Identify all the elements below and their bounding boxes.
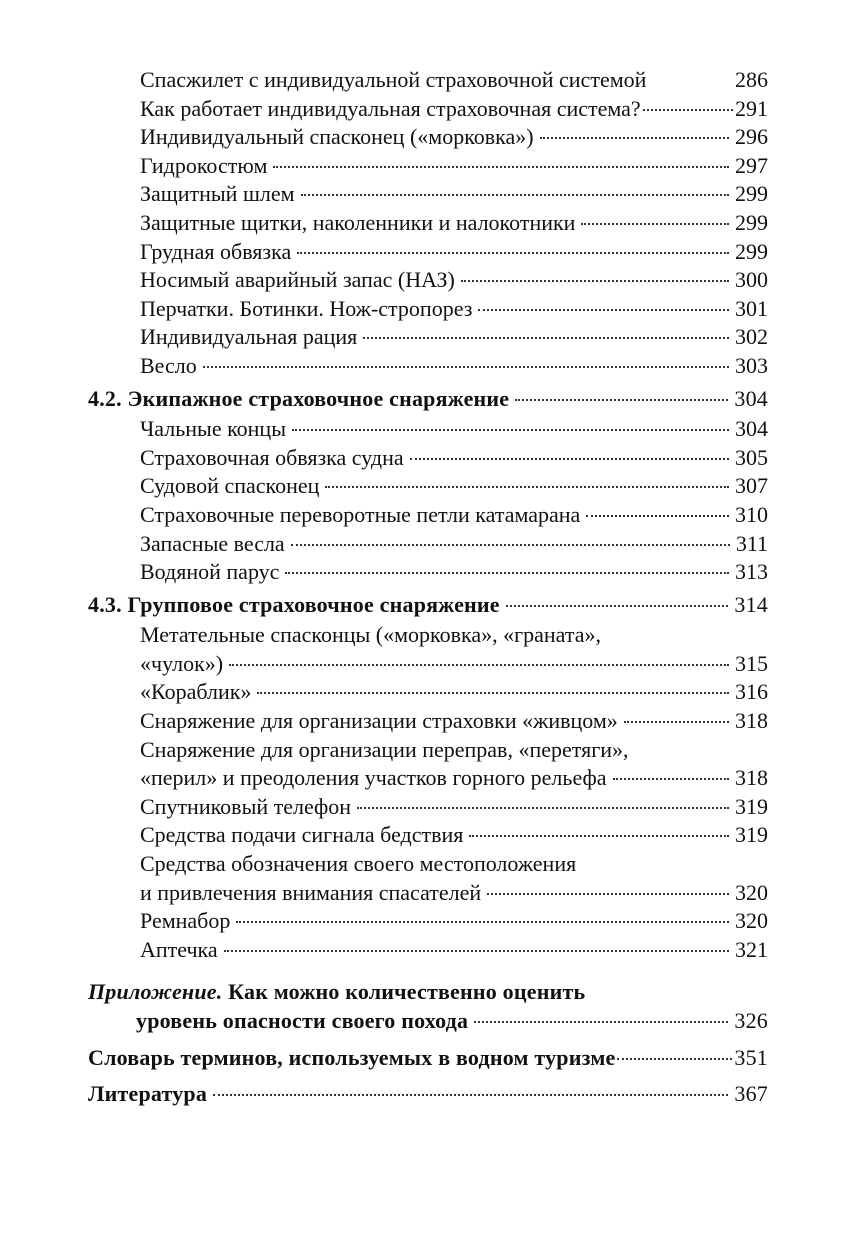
toc-entry-title: Индивидуальная рация: [140, 324, 358, 350]
dot-leader: [461, 280, 729, 282]
toc-entry-title: Спутниковый телефон: [140, 793, 352, 819]
literature-title: Литература: [88, 1081, 208, 1107]
page-number: 319: [735, 793, 768, 819]
toc-entry[interactable]: [88, 530, 768, 559]
dot-leader: [540, 137, 729, 139]
dot-leader: [213, 1094, 728, 1096]
dot-leader: [487, 893, 729, 895]
dot-leader: [273, 166, 729, 168]
page-number: 301: [735, 295, 768, 321]
page-number: 314: [734, 591, 768, 617]
toc-entry-title: Индивидуальный спасконец («морковка»): [140, 124, 534, 150]
toc-entry-title: Гидрокостюм: [140, 152, 268, 178]
toc-entry[interactable]: [88, 238, 768, 267]
page-number: 304: [734, 385, 768, 411]
page-number: 302: [735, 324, 768, 350]
appendix-entry[interactable]: [88, 978, 768, 1035]
toc-entry[interactable]: [88, 152, 768, 181]
page-number: 318: [735, 708, 768, 734]
subsection-list-4-2: [88, 415, 768, 587]
toc-entry[interactable]: [88, 936, 768, 965]
page-number: 299: [735, 238, 768, 264]
dot-leader: [236, 921, 729, 923]
toc-entry[interactable]: [88, 323, 768, 352]
glossary-entry[interactable]: [88, 1044, 768, 1073]
section-title: 4.2. Экипажное страховочное снаряжение: [88, 385, 510, 411]
page-number: 321: [735, 936, 768, 962]
toc-entry-title: Аптечка: [140, 936, 218, 962]
page-number: 304: [735, 416, 768, 442]
page-number: 299: [735, 209, 768, 235]
subsection-list-4-1: [88, 66, 768, 381]
dot-leader: [478, 309, 729, 311]
literature-entry[interactable]: [88, 1080, 768, 1109]
toc-entry[interactable]: [88, 707, 768, 736]
toc-entry[interactable]: [88, 850, 768, 907]
toc-entry[interactable]: [88, 95, 768, 124]
toc-entry[interactable]: [88, 352, 768, 381]
page-number: 303: [735, 352, 768, 378]
dot-leader: [325, 486, 729, 488]
dot-leader: [581, 223, 729, 225]
page-number: 297: [735, 152, 768, 178]
appendix-title-line1: Как можно количественно оценить: [228, 979, 586, 1005]
toc-entry-title-line1: Средства обозначения своего местоположения: [140, 851, 577, 877]
toc-entry[interactable]: [88, 501, 768, 530]
toc-entry[interactable]: [88, 415, 768, 444]
dot-leader: [301, 194, 729, 196]
appendix-title-line2: уровень опасности своего похода: [136, 1008, 469, 1033]
dot-leader: [469, 835, 729, 837]
toc-entry-title: Средства подачи сигнала бедствия: [140, 822, 464, 848]
dot-leader: [624, 721, 729, 723]
dot-leader: [613, 778, 729, 780]
dot-leader: [203, 366, 729, 368]
page-number: 319: [735, 822, 768, 848]
toc-entry[interactable]: [88, 558, 768, 587]
page-number: 315: [735, 650, 768, 676]
dot-leader: [257, 692, 729, 694]
toc-entry-title: Запасные весла: [140, 530, 285, 556]
toc-entry-title: Защитный шлем: [140, 181, 295, 207]
dot-leader: [506, 605, 729, 607]
toc-entry[interactable]: [88, 66, 768, 95]
toc-entry[interactable]: [88, 266, 768, 295]
section-4-3[interactable]: [88, 591, 768, 620]
dot-leader: [410, 458, 729, 460]
toc-entry-title: Весло: [140, 352, 197, 378]
page-number: 296: [735, 124, 768, 150]
page-number: 311: [735, 530, 768, 556]
toc-entry-title: Грудная обвязка: [140, 238, 292, 264]
page-number: 291: [735, 95, 768, 121]
section-4-2[interactable]: [88, 385, 768, 414]
toc-entry-title: и привлечения внимания спасателей: [140, 879, 482, 905]
page-number: 316: [735, 679, 768, 705]
toc-entry[interactable]: [88, 678, 768, 707]
page-number: 299: [735, 181, 768, 207]
toc-entry[interactable]: [88, 123, 768, 152]
toc-entry-title: Перчатки. Ботинки. Нож-стропорез: [140, 295, 473, 321]
toc-entry[interactable]: [88, 621, 768, 678]
page-number: 310: [735, 501, 768, 527]
dot-leader: [363, 337, 729, 339]
toc-entry[interactable]: [88, 472, 768, 501]
page-number: 320: [735, 879, 768, 905]
page-number: 300: [735, 267, 768, 293]
toc-entry-title: Снаряжение для организации страховки «живцом»: [140, 708, 618, 734]
dot-leader: [291, 544, 730, 546]
page-number: 326: [734, 1008, 768, 1033]
toc-entry-title-line1: Метательные спасконцы («морковка», «граната»,: [140, 622, 602, 648]
toc-entry-title: Чальные концы: [140, 416, 286, 442]
page-number: 320: [735, 908, 768, 934]
toc-entry[interactable]: [88, 821, 768, 850]
toc-entry-title: «перил» и преодоления участков горного рельефа: [140, 765, 607, 791]
toc-entry[interactable]: [88, 736, 768, 793]
appendix-label: Приложение.: [88, 979, 223, 1005]
dot-leader: [285, 572, 729, 574]
toc-entry-title: Судовой спасконец: [140, 473, 320, 499]
toc-entry-title-line1: Снаряжение для организации переправ, «перетяги»,: [140, 736, 629, 762]
dot-leader: [292, 429, 729, 431]
toc-entry-title: «чулок»): [140, 650, 224, 676]
toc-entry[interactable]: [88, 793, 768, 822]
toc-entry-title: Водяной парус: [140, 559, 280, 585]
toc-entry[interactable]: [88, 907, 768, 936]
toc-entry[interactable]: [88, 444, 768, 473]
page-number: 313: [735, 559, 768, 585]
toc-entry-title: Спасжилет с индивидуальной страховочной системой: [140, 67, 647, 92]
toc-entry-title: «Кораблик»: [140, 679, 252, 705]
page-number: 351: [734, 1044, 768, 1070]
page-number: 367: [734, 1081, 768, 1107]
dot-leader: [617, 1058, 732, 1060]
toc-entry-title: Носимый аварийный запас (НАЗ): [140, 267, 455, 293]
toc-entry-title: Защитные щитки, наколенники и налокотники: [140, 209, 576, 235]
page-number: 305: [735, 444, 768, 470]
toc-entry-title: Ремнабор: [140, 908, 231, 934]
toc-entry-title: Как работает индивидуальная страховочная система?: [140, 95, 641, 121]
toc-entry-title: Страховочные переворотные петли катамарана: [140, 501, 581, 527]
toc-entry[interactable]: [88, 209, 768, 238]
subsection-list-4-3: [88, 621, 768, 964]
dot-leader: [643, 109, 733, 111]
toc-entry[interactable]: [88, 180, 768, 209]
glossary-title: Словарь терминов, используемых в водном туризме: [88, 1044, 616, 1070]
dot-leader: [474, 1021, 728, 1023]
dot-leader: [229, 664, 729, 666]
page-number: 286: [735, 67, 768, 92]
dot-leader: [357, 807, 729, 809]
dot-leader: [224, 950, 729, 952]
section-title: 4.3. Групповое страховочное снаряжение: [88, 591, 500, 617]
table-of-contents: [88, 66, 768, 1109]
dot-leader: [297, 252, 729, 254]
toc-entry-title: Страховочная обвязка судна: [140, 444, 404, 470]
page-number: 307: [735, 473, 768, 499]
dot-leader: [515, 399, 728, 401]
page-number: 318: [735, 765, 768, 791]
toc-entry[interactable]: [88, 295, 768, 324]
dot-leader: [586, 515, 729, 517]
